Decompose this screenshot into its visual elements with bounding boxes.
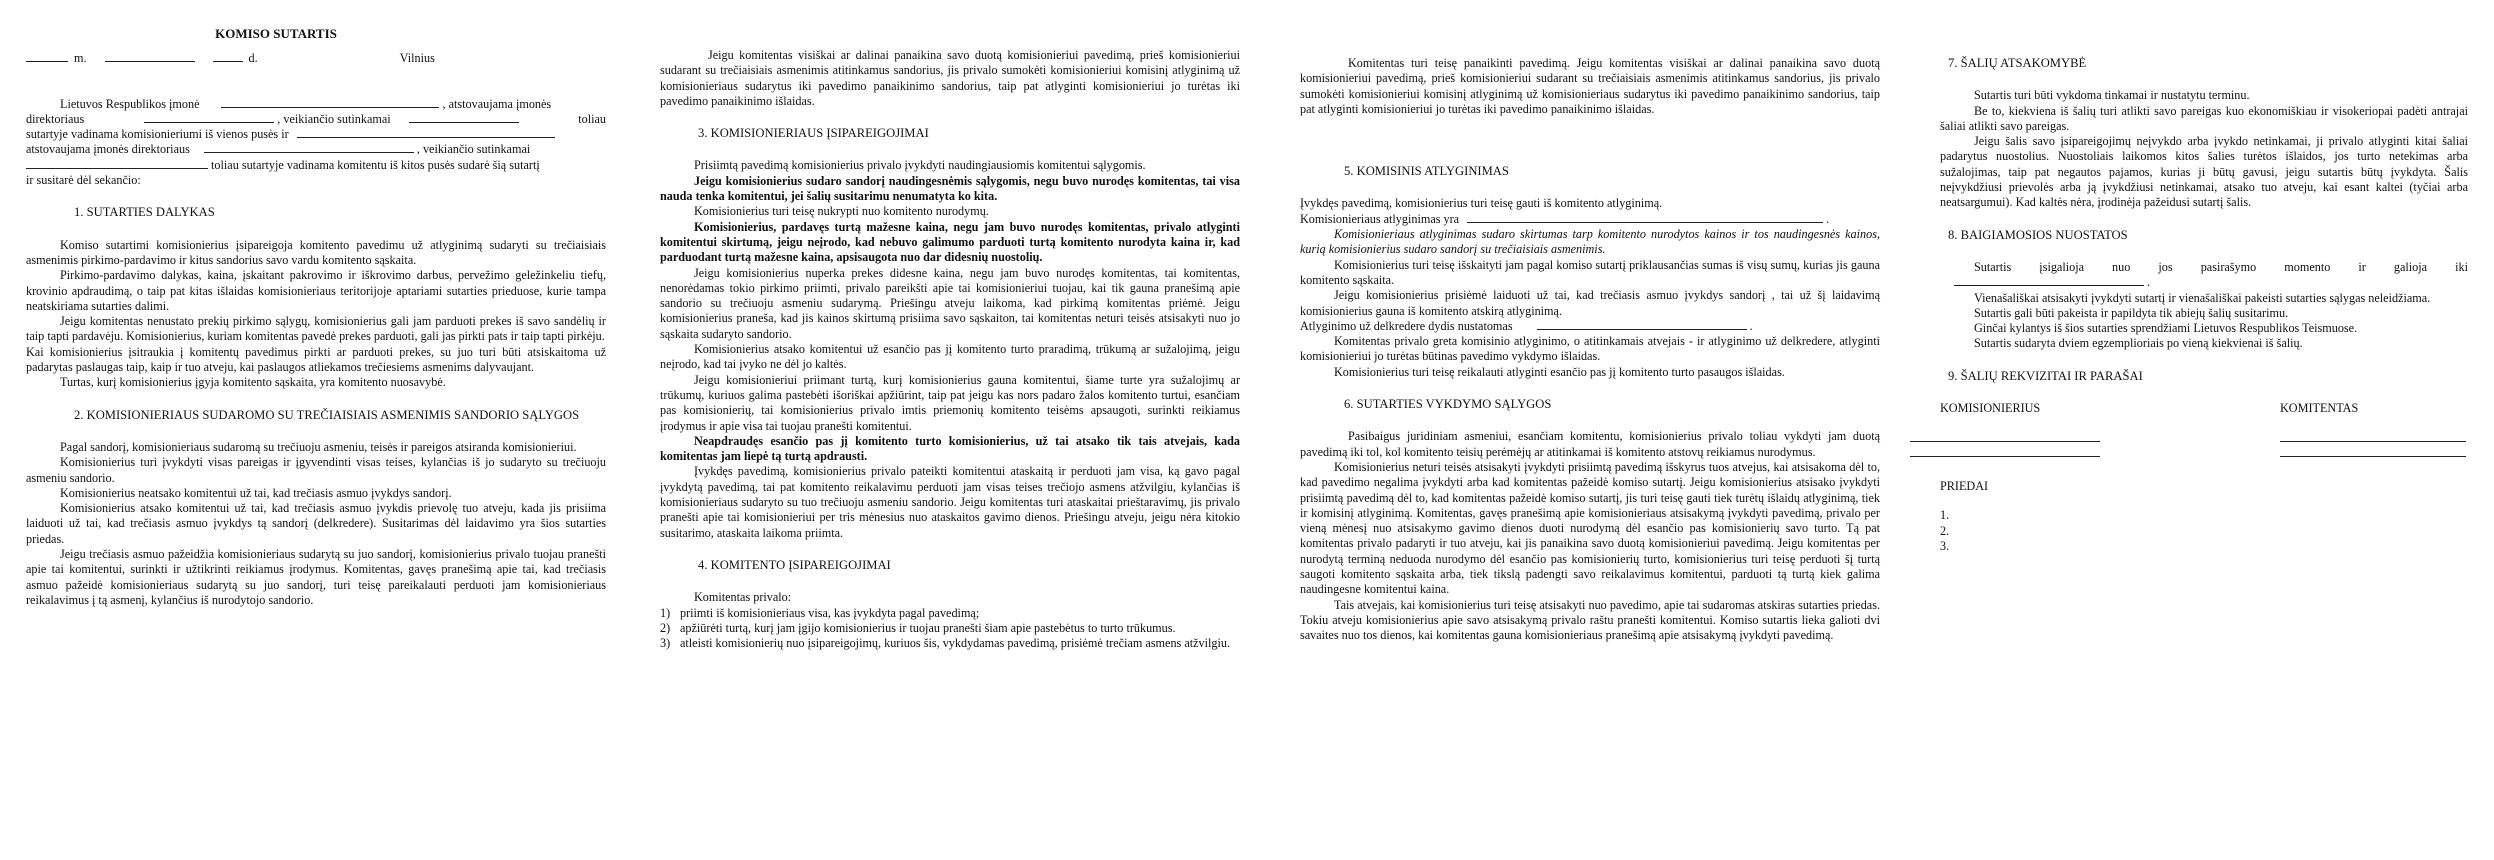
section-2-heading: 2. KOMISIONIERIAUS SUDAROMO SU TREČIAISIAIS ASMENIMIS SANDORIO SĄLYGOS (74, 407, 580, 422)
section-8-heading: 8. BAIGIAMOSIOS NUOSTATOS (1948, 227, 2128, 242)
signature-line (1910, 455, 2100, 457)
delcredere-amount-blank (1537, 319, 1747, 330)
month-blank (105, 51, 195, 62)
director2-blank (204, 142, 414, 153)
section-2-body: Pagal sandorį, komisionieriaus sudaromą su trečiuoju asmeniu, teisės ir pareigos atsiranda komisionieriui. Komisionierius turi įvykdyti visas pareigas ir įgyvendinti visas teises, kylančias iš jo sudaryto su trečiuoju asmeniu sandorio. Komisionierius neatsako komitentui už tai, kad trečiasis asmuo įvykdys sandorį. Komisionierius atsako komitentui už tai, kad trečiasis asmuo įvykdis prievolę tuo atveju, kada jis prisiima laiduoti už tai, kad trečiasis asmuo įvykdys tą sandorį (delkredere). Susitarimas dėl laidavimo yra šios sutarties priedas. Jeigu trečiasis asmuo pažeidžia komisionieriaus sudarytą su juo sandorį, komisionierius privalo tuojau pranešti apie tai komitentui, surinkti ir užtikrinti reikiamus įrodymus. Komitentas, gavęs pranešimą apie tai, kad trečiasis asmuo pažeidė komisionieriaus sudarytą su juo sandorį, turi teisę pareikalauti perduoti jam komisionieriaus reikalavimus į tą asmenį, kylančius iš nurodytojo sandorio. (26, 439, 606, 607)
basis-blank (409, 112, 519, 123)
section-6-body: Pasibaigus juridiniam asmeniui, esančiam komitentu, komisionierius privalo toliau vykdyti jam duotą pavedimą iki tol, kol komitento teisių perėmėjų ar atitinkamai iš komitento atstovų reikiamus nurodymus. Komisionierius neturi teisės atsisakyti įvykdyti prisiimtą pavedimą išskyrus tuos atvejus, kai atsisakoma dėl to, kad pavedimo negalima įvykdyti arba kad komitentas pažeidė komiso sutartį. Jeigu komisionierius atsisako įvykdyti prisiimtą pavedimą dėl to, kad komitentas pažeidė komiso sutartį, jis turi teisę gauti tiek turėtų išlaidų atlyginimą, tiek ir komisinį atlyginimą. Komitentas, gavęs pranešimą apie komisionieriaus atsisakymą įvykdyti pavedimą, privalo per vieną mėnesį nuo atsisakymo gavimo dienos duoti nurodymą dėl esančio pas komisionierių savo turto. Tą pat komitentas privalo padaryti ir tuo atveju, kai jis panaikina savo duotą komisionieriui pavedimą. Jeigu komitentas per nurodytą terminą neduoda nurodymo dėl esančio pas komisionierių turto, komisionierius turi teisę perduoti šį turtą saugoti komitento sąskaita arba, tiek tikslą padengti savo reikalavimus komitentui, parduoti tą turtą kiek galima naudingesne komitentui kaina. Tais atvejais, kai komisionierius turi teisę atsisakyti nuo pavedimo, apie tai sudaromas atskiras sutarties priedas. Tokiu atveju komisionierius apie savo atsisakymą privalo raštu pranešti komitentui. Komiso sutartis lieka galioti dvi savaites nuo tos dienos, kai komitentas gauna komisionieriaus pranešimą apie atsisakymą įvykdyti pavedimą. (1300, 429, 1880, 643)
signature-line (2280, 455, 2466, 457)
section-5-heading: 5. KOMISINIS ATLYGINIMAS (1344, 164, 1509, 179)
obligations-list (660, 606, 1240, 652)
section-4-heading: 4. KOMITENTO ĮSIPAREIGOJIMAI (698, 557, 891, 572)
day-blank (213, 51, 243, 62)
section-9-heading: 9. ŠALIŲ REKVIZITAI IR PARAŠAI (1948, 368, 2143, 383)
section-6-heading: 6. SUTARTIES VYKDYMO SĄLYGOS (1344, 397, 1552, 412)
list-item: 2) apžiūrėti turtą, kurį jam įgijo komisionierius ir tuojau pranešti šiam apie pastebėtus to turto trūkumus. (660, 620, 1176, 635)
validity-date-blank (1954, 275, 2144, 286)
revocation-paragraph: Jeigu komitentas visiškai ar dalinai panaikina savo duotą komisionieriui pavedimą, prieš komisionieriui sudarant su trečiaisiais asmenimis atitinkamus sandorius, jis privalo sumokėti komisionieriui komisinį atlyginimą už komisionieriaus sudarytus iki pavedimo panaikinimo sandorius, taip pat atlyginti komisionieriui jo turėtas iki pavedimo panaikinimo išlaidas. (660, 48, 1240, 108)
year-blank (26, 51, 68, 62)
annexes: PRIEDAI 1. 2. 3. (1940, 479, 2468, 554)
signature-block (1940, 401, 2468, 463)
commissioner-signature: KOMISIONIERIUS (1940, 401, 2140, 457)
director-blank (144, 112, 274, 123)
company-blank (221, 97, 439, 108)
section-3-body: Prisiimtą pavedimą komisionierius privalo įvykdyti naudingiausiomis komitentui sąlygomis. Jeigu komisionierius sudaro sandorį naudingesnėmis sąlygomis, negu buvo nurodęs komitentas, tai visa nauda tenka komitentui, jei šalių susitarimu nenumatyta ko kita. Komisionierius turi teisę nukrypti nuo komitento nurodymų. Komisionierius, pardavęs turtą mažesne kaina, negu jam buvo nurodęs komitentas, privalo atlyginti komitentui skirtumą, jeigu neįrodo, kad nebuvo galimumo parduoti turtą komitento nurodyta kaina ir, kad parduodant turtą mažesne kaina, apsisaugota nuo dar didesnių nuostolių. Jeigu komisionierius nuperka prekes didesne kaina, negu jam buvo nurodęs komitentas, tai komitentas, nenorėdamas tokio pirkimo priimti, privalo pareikšti apie tai komisionieriui tuojau, kai tik gauna pranešimą apie sandorio su trečiuoju asmeniu sudarymą. Priešingu atveju laikoma, kad pirkimą komitentas priėmė. Jeigu komisionierius praneša, kad jis kainos skirtumą prisiima savo sąskaiton, tai komitentas neturi teisės atsisakyti nuo jo sąskaita sudaryto sandorio. Komisionierius atsako komitentui už esančio pas jį komitento turto praradimą, trūkumą ar sužalojimą, jeigu neįrodo, kad tai įvyko ne dėl jo kaltės. Jeigu komisionieriui priimant turtą, kurį komisionierius gauna komitentui, šiame turte yra sužalojimų ar trūkumų, kuriuos galima pastebėti išoriškai apžiūrint, taip pat jeigu kas nors padaro žalos komitento turtui, esančiam pas komisionierių, tai komisionierius privalo imtis priemonių komitento teisėms apsaugoti, surinkti reikiamus įrodymus ir apie visa tai tuojau pranešti komitentui. Neapdraudęs esančio pas jį komitento turto komisionierius, už tai atsako tik tais atvejais, kada komitentas jam liepė tą turtą apdrausti. Įvykdęs pavedimą, komisionierius privalo pateikti komitentui ataskaitą ir perduoti jam visa, ką gavo pagal įvykdytą pavedimą, tai pat komitento reikalavimu perduoti jam visas teises trečiojo asmens atžvilgiu, kylančias iš komisionieriaus sudaryto su tuo trečiuoju asmeniu sandorio. Jeigu komitentas turi ataskaitai prieštaravimų, jis privalo pranešti apie tai komisionieriui per tris mėnesius nuo ataskaitos gavimo dienos. Priešingu atveju, jeigu nėra kitokio susitarimo, ataskaita laikoma priimta. (660, 158, 1240, 540)
column-2 (660, 26, 1240, 651)
section-5-body: Įvykdęs pavedimą, komisionierius turi teisę gauti iš komitento atlyginimą. Komisionieriaus atlyginimas yra . Komisionieriaus atlyginimas sudaro skirtumas tarp komitento nurodytos kainos ir tos naudingesnės kainos, kurią komisionierius sudaro sandorį su trečiaisiais asmenimis. Komisionierius turi teisę išskaityti jam pagal komiso sutartį priklausančias sumas iš visų sumų, kurias jis gauna komitento sąskaita. Jeigu komisionierius prisiėmė laiduoti už tai, kad trečiasis asmuo įvykdys sandorį , tai už šį laidavimą komisionierius gauna iš komitento atskirą atlyginimą. Atlyginimo už delkredere dydis nustatomas . Komitentas privalo greta komisinio atlyginimo, o atitinkamais atvejais - ir atlyginimo už delkredere, atlyginti komisionieriui jo turėtas būtinas pavedimo vykdymo išlaidas. Komisionierius turi teisę reikalauti atlyginti esančio pas jį komitento turto pasaugos išlaidas. (1300, 196, 1880, 379)
section-1-body: Komiso sutartimi komisionierius įsipareigoja komitento pavedimu už atlyginimą sudaryti su trečiaisiais asmenimis pirkimo-pardavimo ir kitus sandorius savo vardu komitento sąskaita. Pirkimo-pardavimo dalykas, kaina, įskaitant pakrovimo ir iškrovimo darbus, pervežimo geležinkeliu tiefų, krovinio apdraudimą, o taip pat kitas išlaidas komisionieriaus teritorijoje aptariami sutarties prieduose, kurie tampa neatskiriama sutarties dalimi. Jeigu komitentas nenustato prekių pirkimo sąlygų, komisionierius gali jam parduoti prekes iš savo sandėlių ir taip tapti pardavėju. Komisionierius, kuriam komitentas pavedė prekes parduoti, gali jas pirkti pats ir taip tapti pirkėju. Kai komisionierius įsitraukia į komitentų pavedimus pirkti ar parduoti prekes, su juo turi būti atsiskaitoma už padarytas paslaugas taip, kaip ir tuo atveju, kai paslaugos atliekamos trečiesiems asmenims dalyvaujant. Turtas, kurį komisionierius įgyja komitento sąskaita, yra komitento nuosavybė. (26, 237, 606, 390)
signature-line (2280, 440, 2466, 442)
column-3 (1300, 26, 1880, 644)
section-1-heading: 1. SUTARTIES DALYKAS (74, 205, 215, 220)
intro-paragraph: Lietuvos Respublikos įmonė , atstovaujama įmonės direktoriaus , veikiančio sutinkamai toliau sutartyje vadinama komisionieriumi iš vienos pusės ir atstovaujama įmonės direktoriaus , veikiančio sutinkamai toliau sutartyje vadinama komitentu iš kitos pusės sudarė šią sutartį ir susitarė dėl sekančio: (26, 96, 606, 188)
date-place-line: m. d. Vilnius (26, 51, 606, 66)
list-item: 2. (1940, 523, 1950, 538)
section-8-body: Sutartis įsigalioja nuo jos pasirašymo momento ir galioja iki . Vienašališkai atsisakyti įvykdyti sutartį ir vienašališkai pakeisti sutarties sąlygas neleidžiama. Sutartis gali būti pakeista ir papildyta tik abiejų šalių susitarimu. Ginčai kylantys iš šios sutarties sprendžiami Lietuvos Respublikos Teismuose. Sutartis sudaryta dviem egzemplioriais po vieną kiekvienai iš šalių. (1940, 260, 2468, 352)
principal-signature: KOMITENTAS (2280, 401, 2470, 457)
list-item: 1) priimti iš komisionieriaus visa, kas įvykdyta pagal pavedimą; (660, 605, 980, 620)
column-4 (1940, 26, 2468, 554)
annex-list (1940, 508, 2468, 554)
section-4-body: Komitentas privalo: 1) priimti iš komisionieriaus visa, kas įvykdyta pagal pavedimą; 2) apžiūrėti turtą, kurį jam įgijo komisionierius ir tuojau pranešti šiam apie pastebėtus to turto trūkumus. 3) atleisti komisionierių nuo įsipareigojimų, kuriuos šis, vykdydamas pavedimą, prisiėmė trečiam asmens atžvilgiu. (660, 590, 1240, 651)
list-item: 3) atleisti komisionierių nuo įsipareigojimų, kuriuos šis, vykdydamas pavedimą, prisiėmė trečiam asmens atžvilgiu. (660, 636, 1231, 651)
document-title: KOMISO SUTARTIS (215, 26, 337, 41)
list-item: 3. (1940, 538, 1950, 553)
section-7-heading: 7. ŠALIŲ ATSAKOMYBĖ (1948, 56, 2087, 70)
signature-line (1910, 440, 2100, 442)
basis2-blank (26, 158, 208, 169)
list-item: 1. (1940, 508, 1950, 523)
column-1 (26, 26, 606, 608)
section-7-body: Sutartis turi būti vykdoma tinkamai ir nustatytu terminu. Be to, kiekviena iš šalių turi atlikti savo pareigas kuo ekonomiškiau ir visokeriopai padėti antrajai šaliai atlikti savo pareigas. Jeigu šalis savo įsipareigojimų neįvykdo arba įvykdo netinkamai, ji privalo atlyginti kitai šaliai padarytus nuostolius. Nuostoliais laikomos kitos šalies turėtos išlaidos, jos turto netekimas arba sužalojimas, taip pat negautos pajamos, kurias ji būtų gavusi, jeigu sutartis būtų įvykdyta. Šalis neįvykdžiusi prievolės arba ją įvykdžiusi netinkamai, atsako tuo atveju, kai esant kaltei (tyčiai arba neatsargumui). Kad kaltės nėra, įrodinėja pažeidusi sutartį šalis. (1940, 88, 2468, 210)
section-3-heading: 3. KOMISIONIERIAUS ĮSIPAREIGOJIMAI (698, 126, 929, 141)
party2-blank (297, 127, 555, 138)
revocation-paragraph-2: Komitentas turi teisę panaikinti pavedimą. Jeigu komitentas visiškai ar dalinai panaikina savo duotą komisionieriui pavedimą, prieš komisionieriui sudarant su trečiaisiais asmenimis atitinkamus sandorius, jis privalo sumokėti komisionieriui komisinį atlyginimą už komisionieriaus sudarytus iki pavedimo panaikinimo sandorius, taip pat atlyginti komisionieriui jo turėtas iki pavedimo panaikinimo išlaidas. (1300, 56, 1880, 116)
commission-amount-blank (1467, 212, 1823, 223)
